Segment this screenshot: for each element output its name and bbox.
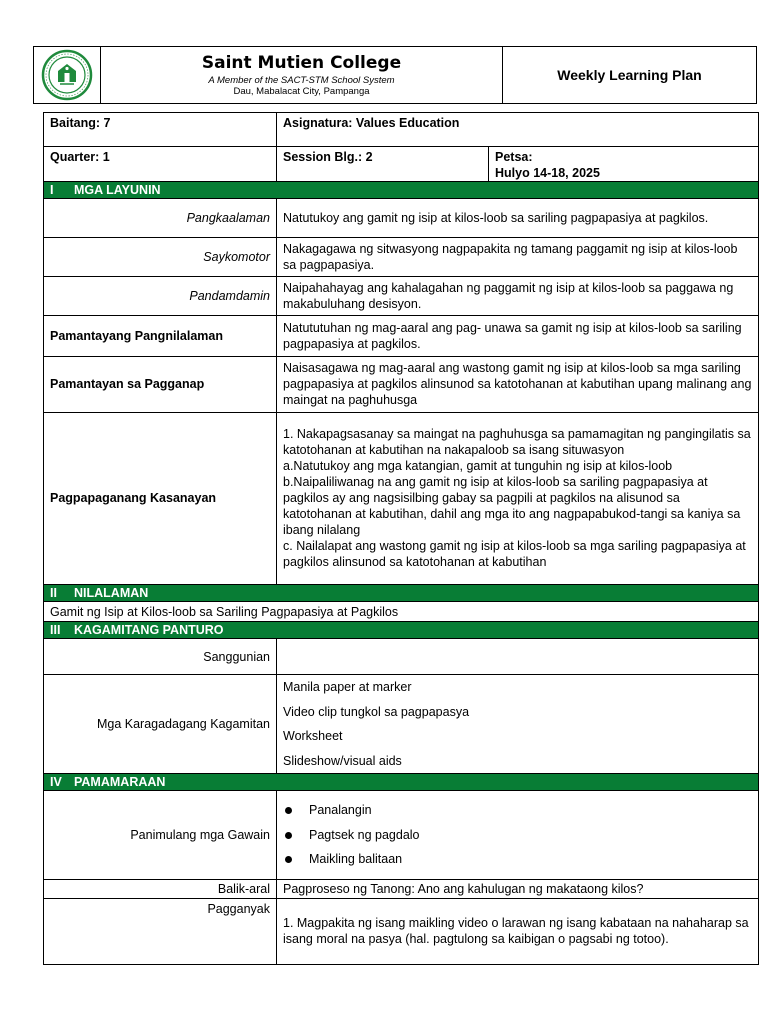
karagdagan-label: Mga Karagadagang Kagamitan bbox=[44, 675, 277, 774]
school-name: Saint Mutien College bbox=[201, 52, 402, 73]
balikaral-row bbox=[44, 879, 759, 898]
school-address: Dau, Mabalacat City, Pampanga bbox=[233, 85, 370, 97]
info-row-1 bbox=[44, 113, 759, 147]
list-item bbox=[283, 823, 752, 848]
panimula-row bbox=[44, 791, 759, 879]
pandamdamin-row bbox=[44, 277, 759, 316]
kasanayan-label: Pagpapaganang Kasanayan bbox=[44, 412, 277, 584]
pamantayang-label: Pamantayang Pangnilalaman bbox=[44, 316, 277, 356]
kasanayan-line: b.Naipaliliwanag na ang gamit ng isip at kilos-loob sa sariling pagpapasiya at pagkilos ay ang nagsisilbing gabay sa pagpili at pagkilos na alisunod sa katotohanan at kabutihan, dahil ang mga ito ang nagpapabukod-tangi sa kaniya sa ibang nilalang bbox=[283, 475, 741, 538]
pandamdamin-label: Pandamdamin bbox=[44, 277, 277, 316]
section-header-kagamitan bbox=[44, 622, 759, 639]
kasanayan-line: c. Nailalapat ang wastong gamit ng isip at kilos-loob sa mga sariling pagpapasiya at pagkilos alinsunod sa katotohanan at kabutihan bbox=[283, 539, 746, 570]
petsa-cell bbox=[489, 147, 759, 182]
section-number: II bbox=[50, 586, 57, 601]
list-item bbox=[283, 847, 752, 872]
learning-plan-table bbox=[43, 112, 759, 965]
pagganap-text: Naisasagawa ng mag-aaral ang wastong gamit ng isip at kilos-loob sa mga sariling pagpapasiya at pagkilos alinsunod sa katotohanan at kabutihan upang malinang ang maingat na paghuhusga bbox=[277, 356, 759, 412]
panimula-label: Panimulang mga Gawain bbox=[44, 791, 277, 879]
saykomotor-label: Saykomotor bbox=[44, 238, 277, 277]
nilalaman-text: Gamit ng Isip at Kilos-loob sa Sariling Pagpapasiya at Pagkilos bbox=[44, 602, 759, 622]
sanggunian-value bbox=[277, 639, 759, 675]
section-title: PAMAMARAAN bbox=[74, 775, 166, 790]
list-item bbox=[283, 798, 752, 823]
pagganyak-label: Pagganyak bbox=[44, 898, 277, 964]
sanggunian-label: Sanggunian bbox=[44, 639, 277, 675]
kasanayan-line: 1. Nakapagsasanay sa maingat na paghuhusga sa pamamagitan ng pangingilatis sa katotohanan at kabutihan na nakapaloob sa isang situwasyon bbox=[283, 427, 751, 458]
list-item-text: Maikling balitaan bbox=[309, 852, 403, 867]
petsa-label: Petsa: bbox=[495, 150, 533, 165]
karagdagan-list bbox=[277, 675, 759, 774]
pagganyak-text: 1. Magpakita ng isang maikling video o larawan ng isang kabataan na nahaharap sa isang moral na pasya (hal. pagtulong sa kaibigan o pagsabi ng totoo). bbox=[277, 898, 759, 964]
pamantayang-text: Natututuhan ng mag-aaral ang pag- unawa sa gamit ng isip at kilos-loob sa sariling pagpapasiya at pagkilos. bbox=[277, 316, 759, 356]
school-info bbox=[101, 47, 503, 103]
material-item: Worksheet bbox=[283, 729, 343, 744]
list-item-text: Panalangin bbox=[309, 803, 372, 818]
document-title: Weekly Learning Plan bbox=[557, 67, 702, 83]
material-item: Video clip tungkol sa pagpapasya bbox=[283, 704, 470, 719]
kasanayan-line: a.Natutukoy ang mga katangian, gamit at tunguhin ng isip at kilos-loob bbox=[283, 459, 673, 474]
pagganyak-row bbox=[44, 898, 759, 964]
balikaral-label: Balik-aral bbox=[44, 879, 277, 898]
kasanayan-row bbox=[44, 412, 759, 584]
pagganap-label: Pamantayan sa Pagganap bbox=[44, 356, 277, 412]
balikaral-text: Pagproseso ng Tanong: Ano ang kahulugan ng makataong kilos? bbox=[277, 879, 759, 898]
section-title: KAGAMITANG PANTURO bbox=[74, 623, 224, 638]
logo-cell bbox=[34, 47, 101, 103]
material-item: Slideshow/visual aids bbox=[283, 753, 402, 768]
petsa-value: Hulyo 14-18, 2025 bbox=[495, 166, 600, 181]
panimula-list bbox=[277, 791, 759, 879]
baitang-cell: Baitang: 7 bbox=[44, 113, 277, 147]
saykomotor-row bbox=[44, 238, 759, 277]
pangkaalaman-row bbox=[44, 199, 759, 238]
school-seal-icon bbox=[41, 49, 93, 101]
panimula-bullets bbox=[283, 798, 752, 872]
section-header-layunin bbox=[44, 182, 759, 199]
list-item-text: Pagtsek ng pagdalo bbox=[309, 827, 420, 842]
pangkaalaman-label: Pangkaalaman bbox=[44, 199, 277, 238]
section-title: NILALAMAN bbox=[74, 586, 149, 601]
sanggunian-row bbox=[44, 639, 759, 675]
section-number: III bbox=[50, 623, 61, 638]
asignatura-cell: Asignatura: Values Education bbox=[277, 113, 759, 147]
pandamdamin-text: Naipahahayag ang kahalagahan ng paggamit ng isip at kilos-loob sa paggawa ng makabuluhang desisyon. bbox=[277, 277, 759, 316]
pagganap-row bbox=[44, 356, 759, 412]
material-item: Manila paper at marker bbox=[283, 680, 412, 695]
bullet-icon bbox=[285, 832, 292, 839]
session-cell: Session Blg.: 2 bbox=[277, 147, 489, 182]
saykomotor-text: Nakagagawa ng sitwasyong nagpapakita ng tamang paggamit ng isip at kilos-loob sa pagpapasiya. bbox=[277, 238, 759, 277]
bullet-icon bbox=[285, 856, 292, 863]
pangkaalaman-text: Natutukoy ang gamit ng isip at kilos-loob sa sariling pagpapasiya at pagkilos. bbox=[277, 199, 759, 238]
pamantayang-row bbox=[44, 316, 759, 356]
section-header-pamamaraan bbox=[44, 774, 759, 791]
school-member-line: A Member of the SACT-STM School System bbox=[208, 74, 395, 86]
kasanayan-list bbox=[277, 412, 759, 584]
bullet-icon bbox=[285, 807, 292, 814]
nilalaman-row bbox=[44, 602, 759, 622]
section-number: IV bbox=[50, 775, 62, 790]
karagdagan-row bbox=[44, 675, 759, 774]
info-row-2 bbox=[44, 147, 759, 182]
quarter-cell: Quarter: 1 bbox=[44, 147, 277, 182]
section-title: MGA LAYUNIN bbox=[74, 183, 161, 198]
section-header-nilalaman bbox=[44, 585, 759, 602]
section-number: I bbox=[50, 183, 54, 198]
document-header bbox=[33, 46, 757, 104]
